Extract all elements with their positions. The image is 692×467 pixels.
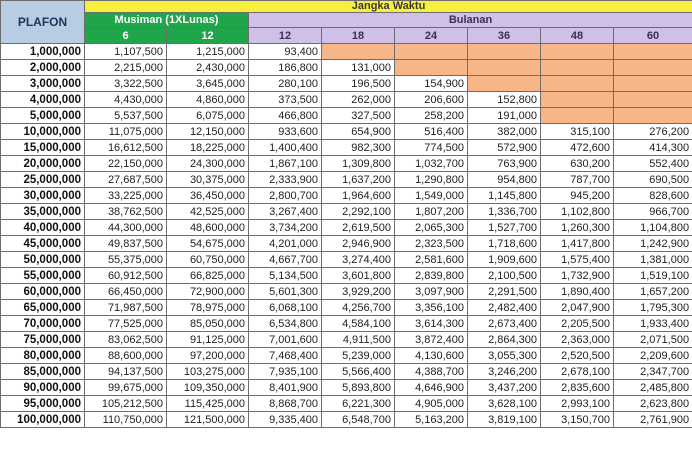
value-cell: 121,500,000 <box>167 412 249 428</box>
plafon-cell: 85,000,000 <box>1 364 85 380</box>
table-row <box>1 108 692 124</box>
plafon-cell: 45,000,000 <box>1 236 85 252</box>
value-cell: 88,600,000 <box>85 348 167 364</box>
value-cell: 4,388,700 <box>395 364 468 380</box>
value-cell: 954,800 <box>468 172 541 188</box>
tenor-bulanan-18: 18 <box>322 28 395 44</box>
value-cell: 4,256,700 <box>322 300 395 316</box>
value-cell: 262,000 <box>322 92 395 108</box>
value-cell: 3,614,300 <box>395 316 468 332</box>
table-row <box>1 252 692 268</box>
empty-cell <box>322 44 395 60</box>
value-cell: 78,975,000 <box>167 300 249 316</box>
plafon-cell: 10,000,000 <box>1 124 85 140</box>
value-cell: 7,468,400 <box>249 348 322 364</box>
value-cell: 2,800,700 <box>249 188 322 204</box>
value-cell: 4,201,000 <box>249 236 322 252</box>
table-row <box>1 156 692 172</box>
value-cell: 3,819,100 <box>468 412 541 428</box>
tenor-bulanan-36: 36 <box>468 28 541 44</box>
value-cell: 196,500 <box>322 76 395 92</box>
value-cell: 1,732,900 <box>541 268 614 284</box>
value-cell: 1,260,300 <box>541 220 614 236</box>
value-cell: 2,065,300 <box>395 220 468 236</box>
value-cell: 5,163,200 <box>395 412 468 428</box>
value-cell: 966,700 <box>614 204 692 220</box>
value-cell: 763,900 <box>468 156 541 172</box>
value-cell: 828,600 <box>614 188 692 204</box>
value-cell: 5,893,800 <box>322 380 395 396</box>
tenor-bulanan-24: 24 <box>395 28 468 44</box>
value-cell: 1,417,800 <box>541 236 614 252</box>
value-cell: 5,134,500 <box>249 268 322 284</box>
value-cell: 11,075,000 <box>85 124 167 140</box>
value-cell: 6,068,100 <box>249 300 322 316</box>
value-cell: 3,601,800 <box>322 268 395 284</box>
value-cell: 2,864,300 <box>468 332 541 348</box>
value-cell: 72,900,000 <box>167 284 249 300</box>
value-cell: 382,000 <box>468 124 541 140</box>
table-header <box>1 1 692 44</box>
plafon-cell: 20,000,000 <box>1 156 85 172</box>
value-cell: 1,933,400 <box>614 316 692 332</box>
value-cell: 4,646,900 <box>395 380 468 396</box>
empty-cell <box>541 92 614 108</box>
empty-cell <box>541 108 614 124</box>
empty-cell <box>614 92 692 108</box>
value-cell: 3,734,200 <box>249 220 322 236</box>
value-cell: 1,309,800 <box>322 156 395 172</box>
plafon-cell: 15,000,000 <box>1 140 85 156</box>
value-cell: 4,905,000 <box>395 396 468 412</box>
value-cell: 131,000 <box>322 60 395 76</box>
value-cell: 5,566,400 <box>322 364 395 380</box>
value-cell: 280,100 <box>249 76 322 92</box>
value-cell: 4,667,700 <box>249 252 322 268</box>
value-cell: 982,300 <box>322 140 395 156</box>
value-cell: 54,675,000 <box>167 236 249 252</box>
empty-cell <box>468 44 541 60</box>
value-cell: 186,800 <box>249 60 322 76</box>
value-cell: 4,584,100 <box>322 316 395 332</box>
empty-cell <box>614 60 692 76</box>
value-cell: 4,430,000 <box>85 92 167 108</box>
value-cell: 191,000 <box>468 108 541 124</box>
value-cell: 12,150,000 <box>167 124 249 140</box>
value-cell: 2,581,600 <box>395 252 468 268</box>
value-cell: 2,673,400 <box>468 316 541 332</box>
plafon-cell: 65,000,000 <box>1 300 85 316</box>
value-cell: 3,356,100 <box>395 300 468 316</box>
value-cell: 1,575,400 <box>541 252 614 268</box>
empty-cell <box>468 60 541 76</box>
plafon-cell: 50,000,000 <box>1 252 85 268</box>
value-cell: 44,300,000 <box>85 220 167 236</box>
value-cell: 83,062,500 <box>85 332 167 348</box>
value-cell: 2,291,500 <box>468 284 541 300</box>
table-row <box>1 300 692 316</box>
value-cell: 3,267,400 <box>249 204 322 220</box>
table-row <box>1 92 692 108</box>
value-cell: 258,200 <box>395 108 468 124</box>
value-cell: 472,600 <box>541 140 614 156</box>
table-row <box>1 236 692 252</box>
value-cell: 36,450,000 <box>167 188 249 204</box>
table-row <box>1 44 692 60</box>
value-cell: 7,001,600 <box>249 332 322 348</box>
value-cell: 327,500 <box>322 108 395 124</box>
value-cell: 2,993,100 <box>541 396 614 412</box>
value-cell: 94,137,500 <box>85 364 167 380</box>
value-cell: 60,912,500 <box>85 268 167 284</box>
value-cell: 3,872,400 <box>395 332 468 348</box>
value-cell: 6,534,800 <box>249 316 322 332</box>
value-cell: 2,292,100 <box>322 204 395 220</box>
value-cell: 66,450,000 <box>85 284 167 300</box>
value-cell: 1,890,400 <box>541 284 614 300</box>
value-cell: 2,482,400 <box>468 300 541 316</box>
value-cell: 1,657,200 <box>614 284 692 300</box>
value-cell: 6,548,700 <box>322 412 395 428</box>
value-cell: 2,430,000 <box>167 60 249 76</box>
tenor-musiman-12: 12 <box>167 28 249 44</box>
plafon-cell: 4,000,000 <box>1 92 85 108</box>
plafon-cell: 5,000,000 <box>1 108 85 124</box>
table-row <box>1 396 692 412</box>
value-cell: 690,500 <box>614 172 692 188</box>
value-cell: 2,623,800 <box>614 396 692 412</box>
value-cell: 24,300,000 <box>167 156 249 172</box>
table-row <box>1 332 692 348</box>
plafon-cell: 25,000,000 <box>1 172 85 188</box>
value-cell: 2,047,900 <box>541 300 614 316</box>
value-cell: 3,929,200 <box>322 284 395 300</box>
value-cell: 2,215,000 <box>85 60 167 76</box>
bulanan-header: Bulanan <box>249 13 692 28</box>
empty-cell <box>541 76 614 92</box>
plafon-cell: 55,000,000 <box>1 268 85 284</box>
plafon-cell: 35,000,000 <box>1 204 85 220</box>
empty-cell <box>468 76 541 92</box>
value-cell: 2,205,500 <box>541 316 614 332</box>
tenor-musiman-6: 6 <box>85 28 167 44</box>
value-cell: 4,860,000 <box>167 92 249 108</box>
value-cell: 2,678,100 <box>541 364 614 380</box>
value-cell: 2,347,700 <box>614 364 692 380</box>
table-row <box>1 220 692 236</box>
value-cell: 1,718,600 <box>468 236 541 252</box>
value-cell: 516,400 <box>395 124 468 140</box>
value-cell: 315,100 <box>541 124 614 140</box>
value-cell: 110,750,000 <box>85 412 167 428</box>
table-row <box>1 268 692 284</box>
table-row <box>1 348 692 364</box>
value-cell: 2,209,600 <box>614 348 692 364</box>
value-cell: 1,381,000 <box>614 252 692 268</box>
plafon-cell: 90,000,000 <box>1 380 85 396</box>
value-cell: 3,437,200 <box>468 380 541 396</box>
tenor-bulanan-12: 12 <box>249 28 322 44</box>
value-cell: 2,761,900 <box>614 412 692 428</box>
value-cell: 1,867,100 <box>249 156 322 172</box>
value-cell: 414,300 <box>614 140 692 156</box>
value-cell: 2,100,500 <box>468 268 541 284</box>
value-cell: 373,500 <box>249 92 322 108</box>
table-row <box>1 140 692 156</box>
empty-cell <box>395 60 468 76</box>
value-cell: 27,687,500 <box>85 172 167 188</box>
table-row <box>1 172 692 188</box>
table-row <box>1 316 692 332</box>
value-cell: 654,900 <box>322 124 395 140</box>
plafon-cell: 1,000,000 <box>1 44 85 60</box>
value-cell: 933,600 <box>249 124 322 140</box>
value-cell: 1,290,800 <box>395 172 468 188</box>
table-row <box>1 380 692 396</box>
plafon-cell: 2,000,000 <box>1 60 85 76</box>
value-cell: 2,946,900 <box>322 236 395 252</box>
value-cell: 5,537,500 <box>85 108 167 124</box>
value-cell: 105,212,500 <box>85 396 167 412</box>
value-cell: 1,795,300 <box>614 300 692 316</box>
table-row <box>1 412 692 428</box>
value-cell: 1,909,600 <box>468 252 541 268</box>
value-cell: 1,336,700 <box>468 204 541 220</box>
value-cell: 4,911,500 <box>322 332 395 348</box>
value-cell: 7,935,100 <box>249 364 322 380</box>
value-cell: 3,628,100 <box>468 396 541 412</box>
value-cell: 42,525,000 <box>167 204 249 220</box>
value-cell: 38,762,500 <box>85 204 167 220</box>
value-cell: 6,221,300 <box>322 396 395 412</box>
value-cell: 8,868,700 <box>249 396 322 412</box>
value-cell: 3,645,000 <box>167 76 249 92</box>
value-cell: 115,425,000 <box>167 396 249 412</box>
musiman-header: Musiman (1XLunas) <box>85 13 249 28</box>
table-row <box>1 188 692 204</box>
plafon-cell: 60,000,000 <box>1 284 85 300</box>
value-cell: 466,800 <box>249 108 322 124</box>
value-cell: 4,130,600 <box>395 348 468 364</box>
value-cell: 2,071,500 <box>614 332 692 348</box>
value-cell: 152,800 <box>468 92 541 108</box>
value-cell: 1,104,800 <box>614 220 692 236</box>
table-row <box>1 60 692 76</box>
value-cell: 945,200 <box>541 188 614 204</box>
value-cell: 1,242,900 <box>614 236 692 252</box>
value-cell: 276,200 <box>614 124 692 140</box>
value-cell: 2,363,000 <box>541 332 614 348</box>
value-cell: 3,322,500 <box>85 76 167 92</box>
value-cell: 18,225,000 <box>167 140 249 156</box>
value-cell: 154,900 <box>395 76 468 92</box>
value-cell: 3,055,300 <box>468 348 541 364</box>
plafon-cell: 70,000,000 <box>1 316 85 332</box>
value-cell: 2,835,600 <box>541 380 614 396</box>
value-cell: 1,400,400 <box>249 140 322 156</box>
empty-cell <box>614 108 692 124</box>
value-cell: 22,150,000 <box>85 156 167 172</box>
empty-cell <box>541 44 614 60</box>
value-cell: 5,239,000 <box>322 348 395 364</box>
table-row <box>1 364 692 380</box>
value-cell: 630,200 <box>541 156 614 172</box>
value-cell: 48,600,000 <box>167 220 249 236</box>
plafon-cell: 80,000,000 <box>1 348 85 364</box>
value-cell: 5,601,300 <box>249 284 322 300</box>
plafon-cell: 30,000,000 <box>1 188 85 204</box>
value-cell: 85,050,000 <box>167 316 249 332</box>
value-cell: 93,400 <box>249 44 322 60</box>
value-cell: 55,375,000 <box>85 252 167 268</box>
value-cell: 8,401,900 <box>249 380 322 396</box>
value-cell: 2,323,500 <box>395 236 468 252</box>
plafon-cell: 40,000,000 <box>1 220 85 236</box>
empty-cell <box>395 44 468 60</box>
value-cell: 1,964,600 <box>322 188 395 204</box>
value-cell: 2,839,800 <box>395 268 468 284</box>
empty-cell <box>614 76 692 92</box>
value-cell: 3,150,700 <box>541 412 614 428</box>
plafon-cell: 95,000,000 <box>1 396 85 412</box>
value-cell: 60,750,000 <box>167 252 249 268</box>
value-cell: 1,807,200 <box>395 204 468 220</box>
value-cell: 66,825,000 <box>167 268 249 284</box>
empty-cell <box>541 60 614 76</box>
value-cell: 2,520,500 <box>541 348 614 364</box>
value-cell: 552,400 <box>614 156 692 172</box>
value-cell: 6,075,000 <box>167 108 249 124</box>
jangka-waktu-header: Jangka Waktu <box>85 1 692 13</box>
plafon-header: PLAFON <box>1 1 85 44</box>
value-cell: 3,246,200 <box>468 364 541 380</box>
table-row <box>1 204 692 220</box>
value-cell: 71,987,500 <box>85 300 167 316</box>
plafon-cell: 75,000,000 <box>1 332 85 348</box>
value-cell: 1,215,000 <box>167 44 249 60</box>
value-cell: 2,485,800 <box>614 380 692 396</box>
value-cell: 103,275,000 <box>167 364 249 380</box>
value-cell: 1,102,800 <box>541 204 614 220</box>
value-cell: 206,600 <box>395 92 468 108</box>
value-cell: 1,527,700 <box>468 220 541 236</box>
value-cell: 77,525,000 <box>85 316 167 332</box>
tenor-bulanan-60: 60 <box>614 28 692 44</box>
table-row <box>1 76 692 92</box>
value-cell: 787,700 <box>541 172 614 188</box>
tenor-bulanan-48: 48 <box>541 28 614 44</box>
value-cell: 2,619,500 <box>322 220 395 236</box>
value-cell: 1,637,200 <box>322 172 395 188</box>
value-cell: 1,519,100 <box>614 268 692 284</box>
value-cell: 1,107,500 <box>85 44 167 60</box>
value-cell: 1,549,000 <box>395 188 468 204</box>
value-cell: 1,032,700 <box>395 156 468 172</box>
table-body <box>1 44 692 428</box>
plafon-cell: 100,000,000 <box>1 412 85 428</box>
value-cell: 1,145,800 <box>468 188 541 204</box>
value-cell: 97,200,000 <box>167 348 249 364</box>
value-cell: 91,125,000 <box>167 332 249 348</box>
value-cell: 774,500 <box>395 140 468 156</box>
value-cell: 109,350,000 <box>167 380 249 396</box>
table-row <box>1 284 692 300</box>
value-cell: 9,335,400 <box>249 412 322 428</box>
table-row <box>1 124 692 140</box>
value-cell: 572,900 <box>468 140 541 156</box>
value-cell: 16,612,500 <box>85 140 167 156</box>
value-cell: 2,333,900 <box>249 172 322 188</box>
empty-cell <box>614 44 692 60</box>
value-cell: 99,675,000 <box>85 380 167 396</box>
value-cell: 49,837,500 <box>85 236 167 252</box>
plafon-cell: 3,000,000 <box>1 76 85 92</box>
value-cell: 3,274,400 <box>322 252 395 268</box>
value-cell: 30,375,000 <box>167 172 249 188</box>
value-cell: 33,225,000 <box>85 188 167 204</box>
value-cell: 3,097,900 <box>395 284 468 300</box>
